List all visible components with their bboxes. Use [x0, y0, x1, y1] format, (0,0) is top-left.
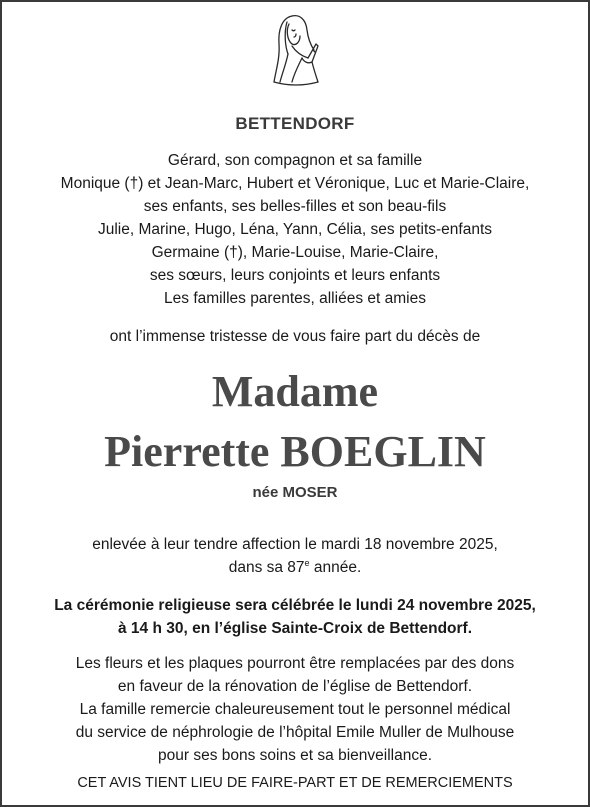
- ceremony-text: à 14 h 30, en l’église Sainte-Croix de Bettendorf.: [117, 620, 473, 637]
- ceremony-text: La cérémonie religieuse sera célébrée le lundi 24 novembre 2025,: [54, 597, 536, 614]
- closing-line: du service de néphrologie de l’hôpital Emile Muller de Mulhouse: [75, 724, 515, 741]
- praying-madonna-icon: [268, 10, 326, 88]
- family-line: Julie, Marine, Hugo, Léna, Yann, Célia, ses petits-enfants: [97, 221, 493, 238]
- age-text: dans sa 87e année.: [228, 558, 362, 576]
- age-superscript: e: [304, 558, 310, 568]
- closing-line: pour ses bons soins et sa bienveillance.: [158, 747, 432, 764]
- deceased-title: Madame: [211, 367, 379, 416]
- death-date-text: enlevée à leur tendre affection le mardi 18 novembre 2025,: [92, 536, 498, 553]
- footer-notice: CET AVIS TIENT LIEU DE FAIRE-PART ET DE REMERCIEMENTS: [77, 775, 513, 791]
- deceased-name: Pierrette BOEGLIN: [104, 427, 486, 476]
- closing-line: Les fleurs et les plaques pourront être remplacées par des dons: [75, 655, 515, 672]
- closing-line: La famille remercie chaleureusement tout le personnel médical: [79, 701, 511, 718]
- family-line: Germaine (†), Marie-Louise, Marie-Claire,: [151, 244, 439, 261]
- family-line: ses sœurs, leurs conjoints et leurs enfants: [149, 267, 441, 284]
- family-line: ses enfants, ses belles-filles et son beau-fils: [143, 198, 447, 215]
- closing-line: en faveur de la rénovation de l’église de Bettendorf.: [117, 678, 473, 695]
- announcement-text: ont l’immense tristesse de vous faire part du décès de: [109, 328, 481, 345]
- town-heading: BETTENDORF: [235, 114, 355, 133]
- maiden-name: née MOSER: [252, 484, 338, 501]
- family-line: Gérard, son compagnon et sa famille: [167, 152, 423, 169]
- family-line: Les familles parentes, alliées et amies: [164, 290, 426, 307]
- family-line: Monique (†) et Jean-Marc, Hubert et Véronique, Luc et Marie-Claire,: [60, 175, 530, 192]
